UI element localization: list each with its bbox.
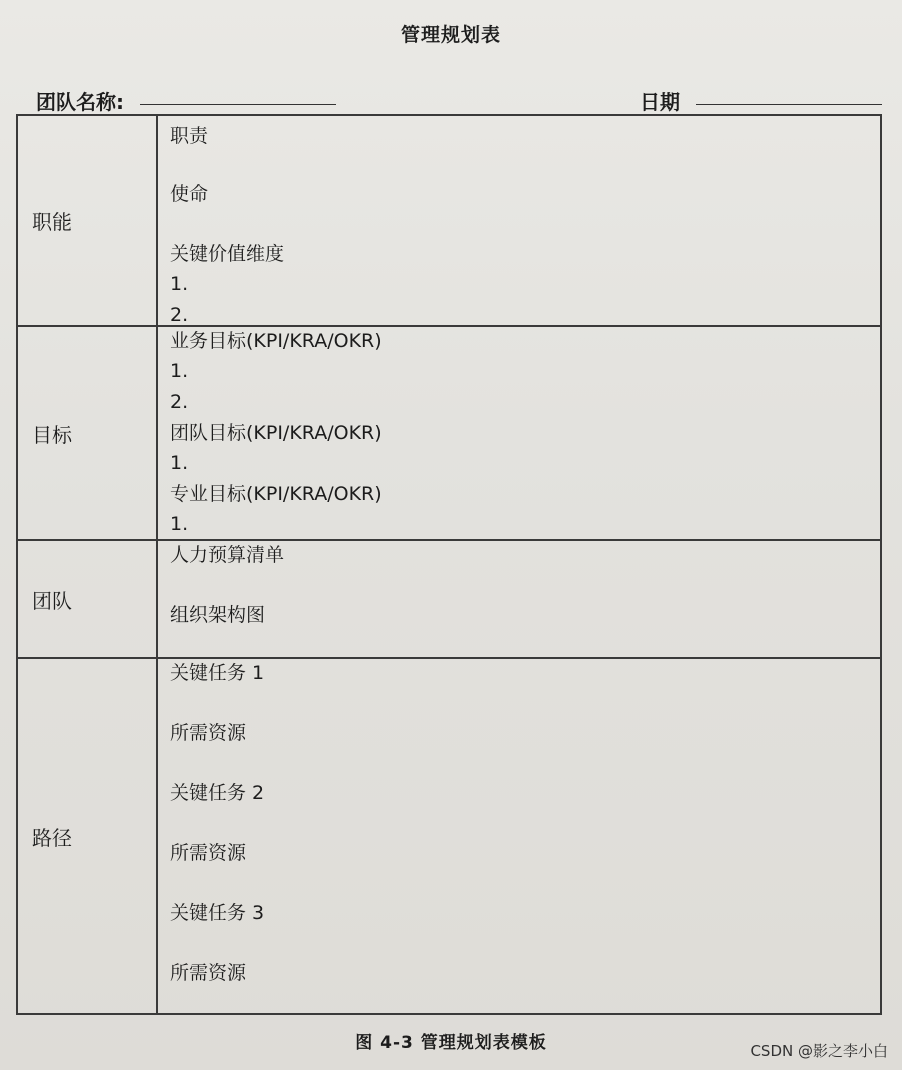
planning-table: [16, 114, 882, 1015]
item-business-goal: 业务目标(KPI/KRA/OKR): [170, 330, 382, 352]
item-key-task-1: 关键任务 1: [170, 662, 265, 684]
item-number: 2.: [170, 391, 189, 413]
item-number: 2.: [170, 304, 189, 326]
item-hr-budget-list: 人力预算清单: [170, 544, 285, 566]
item-key-value-dimension: 关键价值维度: [170, 243, 285, 265]
section-goals: [157, 326, 881, 540]
item-number: 1.: [170, 273, 189, 295]
figure-caption: 图 4-3 管理规划表模板: [355, 1033, 547, 1053]
category-path: 路径: [17, 658, 157, 1014]
category-team: 团队: [17, 540, 157, 658]
item-professional-goal: 专业目标(KPI/KRA/OKR): [170, 483, 382, 505]
item-mission: 使命: [170, 183, 209, 205]
item-duty: 职责: [170, 125, 209, 147]
section-functions: [157, 115, 881, 326]
team-name-label: 团队名称:: [36, 90, 124, 114]
item-number: 1.: [170, 452, 189, 474]
category-goals: 目标: [17, 326, 157, 540]
date-label: 日期: [640, 90, 680, 114]
csdn-watermark: CSDN @影之李小白: [750, 1042, 888, 1060]
item-required-resources: 所需资源: [170, 722, 247, 744]
page-title: 管理规划表: [400, 24, 501, 46]
category-functions: 职能: [17, 115, 157, 326]
item-required-resources: 所需资源: [170, 962, 247, 984]
item-required-resources: 所需资源: [170, 842, 247, 864]
date-blank: [696, 104, 882, 105]
section-path: [157, 658, 881, 1014]
item-org-chart: 组织架构图: [170, 604, 266, 626]
team-name-blank: [140, 104, 336, 105]
item-number: 1.: [170, 360, 189, 382]
section-team: [157, 540, 881, 658]
item-key-task-2: 关键任务 2: [170, 782, 265, 804]
item-team-goal: 团队目标(KPI/KRA/OKR): [170, 422, 382, 444]
item-key-task-3: 关键任务 3: [170, 902, 265, 924]
item-number: 1.: [170, 513, 189, 535]
